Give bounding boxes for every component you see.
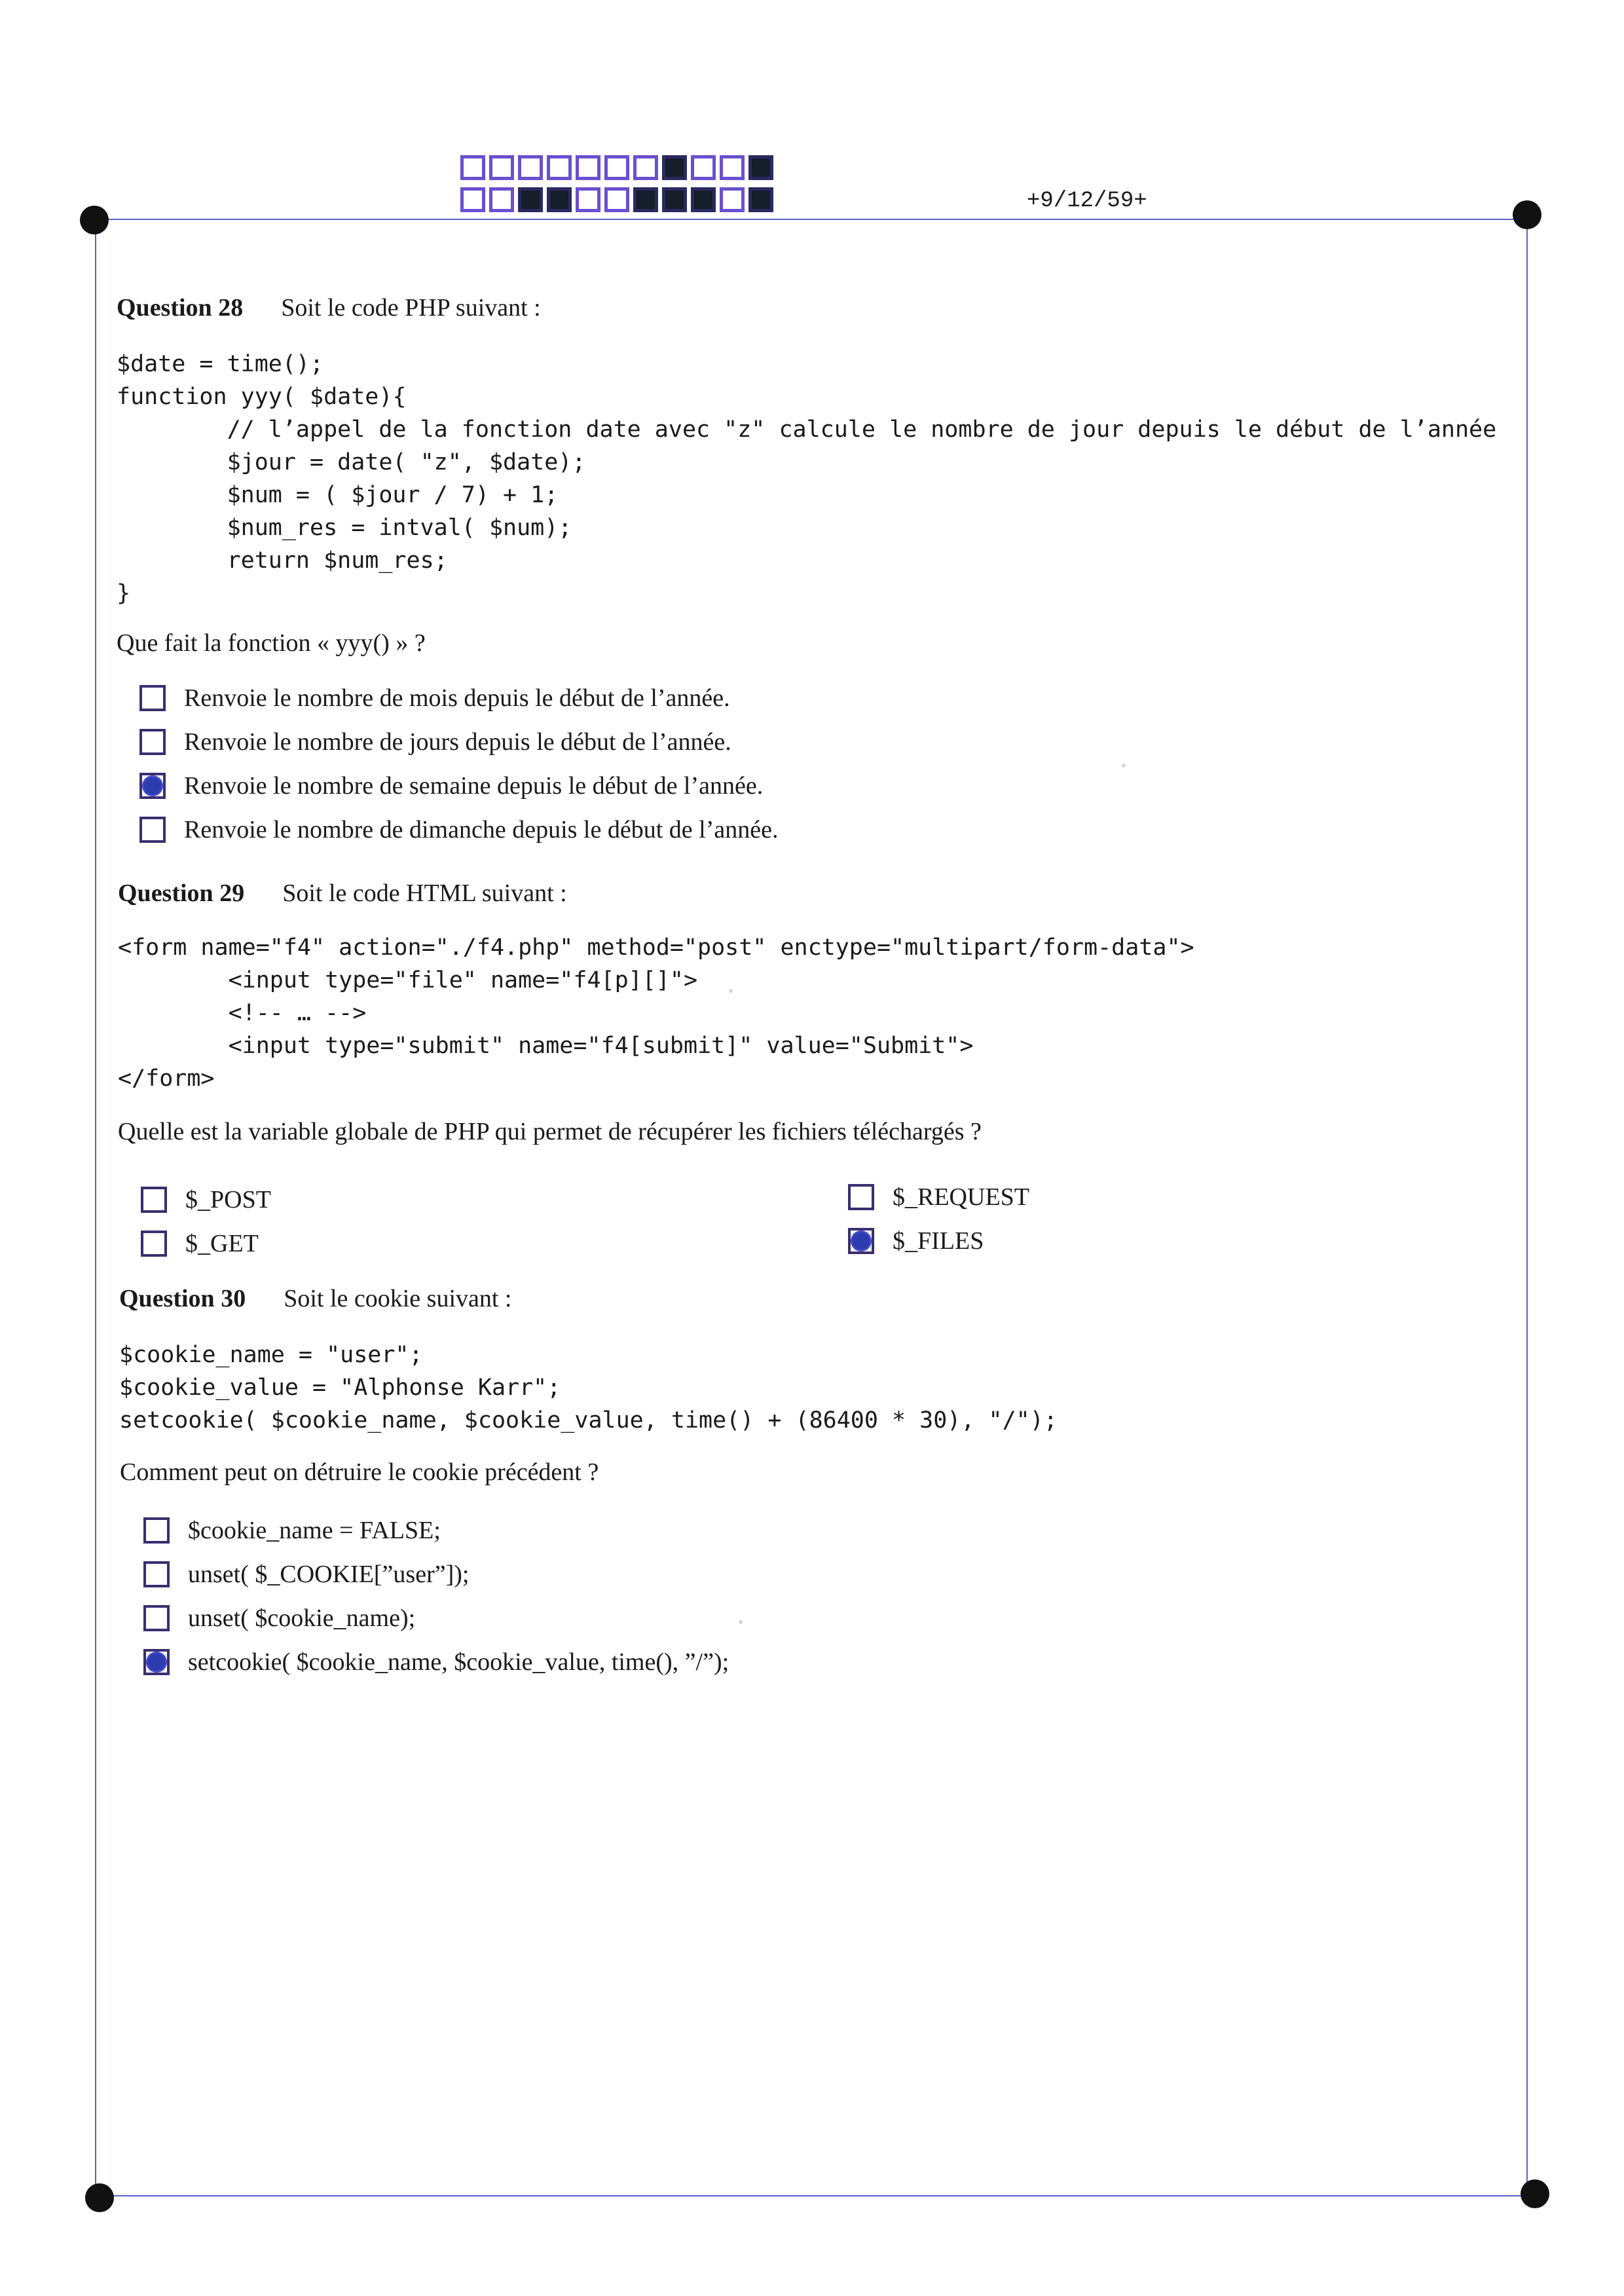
question-intro: Soit le cookie suivant : (284, 1285, 512, 1312)
question-intro: Soit le code PHP suivant : (281, 294, 541, 322)
barcode-cell-empty (604, 187, 629, 212)
barcode-cell-empty (489, 187, 514, 212)
question-30-header (119, 1284, 512, 1313)
question-28-code: $date = time(); function yyy( $date){ // l’appel de la fonction date avec "z" calcule le nombre de jour depuis le début de l’année $jour = date( "z", $date); $num = ( $jour / 7) + 1; $num_res = intval( $num); return $num_res; } (117, 351, 1497, 606)
barcode-cell-empty (604, 155, 629, 180)
q29-option-request[interactable] (848, 1183, 1029, 1212)
q29-option-files[interactable] (848, 1227, 984, 1255)
barcode-cell-empty (633, 155, 658, 180)
checkbox[interactable] (141, 1187, 167, 1213)
q30-option-3[interactable] (143, 1604, 415, 1633)
q30-option-4[interactable] (143, 1648, 729, 1676)
question-29-prompt: Quelle est la variable globale de PHP qui permet de récupérer les fichiers téléchargés ? (118, 1118, 982, 1145)
checkbox[interactable] (143, 1605, 170, 1631)
corner-mark-top-right (1513, 200, 1541, 229)
page-id: +9/12/59+ (1027, 189, 1147, 213)
q28-option-4[interactable] (139, 815, 778, 844)
option-label: $_GET (185, 1230, 259, 1257)
q30-option-1[interactable] (143, 1516, 441, 1545)
q28-option-1[interactable] (139, 684, 730, 713)
frame-bottom-line (100, 2195, 1536, 2196)
checkbox-checked[interactable] (139, 773, 166, 799)
option-label: Renvoie le nombre de dimanche depuis le début de l’année. (184, 816, 779, 843)
question-number: Question 28 (117, 294, 244, 322)
checkbox[interactable] (143, 1561, 170, 1587)
barcode-cell-empty (576, 187, 600, 212)
barcode-cell-filled (691, 187, 716, 212)
scan-speck (729, 989, 733, 993)
barcode-cell-empty (691, 155, 716, 180)
question-29-code: <form name="f4" action="./f4.php" method="post" enctype="multipart/form-data"> <input type="file" name="f4[p][]"> <!-- … --> <input type="submit" name="f4[submit]" value="Submit"> </form> (118, 935, 1194, 1092)
barcode-cell-filled (633, 187, 658, 212)
checkbox[interactable] (848, 1184, 874, 1210)
checkbox-checked[interactable] (143, 1649, 170, 1675)
checkbox[interactable] (143, 1517, 170, 1544)
question-number: Question 30 (119, 1285, 246, 1312)
option-label: unset( $_COOKIE[”user”]); (188, 1561, 470, 1588)
question-intro: Soit le code HTML suivant : (282, 880, 567, 907)
barcode-cell-filled (662, 187, 687, 212)
q28-option-3[interactable] (139, 771, 763, 800)
option-label: Renvoie le nombre de jours depuis le début de l’année. (184, 728, 731, 756)
barcode-cell-empty (720, 155, 745, 180)
checkbox[interactable] (141, 1231, 167, 1257)
frame-right-line (1526, 216, 1528, 2196)
corner-mark-top-left (80, 206, 109, 234)
question-28-prompt: Que fait la fonction « yyy() » ? (117, 629, 426, 657)
question-number: Question 29 (118, 880, 245, 907)
checkbox[interactable] (139, 685, 166, 711)
option-label: unset( $cookie_name); (188, 1604, 416, 1632)
option-label: $cookie_name = FALSE; (188, 1517, 441, 1544)
scan-speck (1122, 764, 1126, 768)
frame-top-line (94, 219, 1528, 220)
option-label: $_POST (185, 1186, 271, 1213)
checkbox[interactable] (139, 817, 166, 843)
barcode-cell-filled (547, 187, 572, 212)
checkbox[interactable] (139, 729, 166, 755)
option-label: $_FILES (893, 1227, 984, 1255)
question-30-prompt: Comment peut on détruire le cookie précédent ? (120, 1458, 599, 1486)
barcode-cell-empty (576, 155, 600, 180)
barcode-cell-filled (748, 155, 773, 180)
q30-option-2[interactable] (143, 1560, 469, 1589)
barcode-cell-empty (460, 155, 485, 180)
option-label: $_REQUEST (893, 1183, 1029, 1211)
question-28-header (117, 293, 541, 322)
frame-left-line (95, 219, 96, 2196)
barcode-cell-filled (518, 187, 543, 212)
barcode-cell-empty (460, 187, 485, 212)
q29-option-get[interactable] (141, 1229, 259, 1258)
barcode-cell-filled (748, 187, 773, 212)
barcode-cell-empty (489, 155, 514, 180)
option-label: Renvoie le nombre de semaine depuis le début de l’année. (184, 772, 764, 800)
barcode-cell-empty (547, 155, 572, 180)
option-label: setcookie( $cookie_name, $cookie_value, time(), ”/”); (188, 1648, 729, 1676)
barcode-cell-empty (518, 155, 543, 180)
q28-option-2[interactable] (139, 728, 731, 756)
question-29-header (118, 879, 567, 908)
barcode-cell-empty (720, 187, 745, 212)
corner-mark-bottom-right (1521, 2179, 1549, 2208)
corner-mark-bottom-left (85, 2183, 114, 2212)
checkbox-checked[interactable] (848, 1228, 874, 1254)
option-label: Renvoie le nombre de mois depuis le début de l’année. (184, 684, 730, 712)
barcode-cell-filled (662, 155, 687, 180)
scan-speck (739, 1620, 743, 1624)
barcode-row-2 (460, 187, 777, 212)
barcode-row-1 (460, 155, 777, 180)
q29-option-post[interactable] (141, 1185, 271, 1214)
question-30-code: $cookie_name = "user"; $cookie_value = "Alphonse Karr"; setcookie( $cookie_name, $cookie_value, time() + (86400 * 30), "/"); (119, 1342, 1058, 1434)
